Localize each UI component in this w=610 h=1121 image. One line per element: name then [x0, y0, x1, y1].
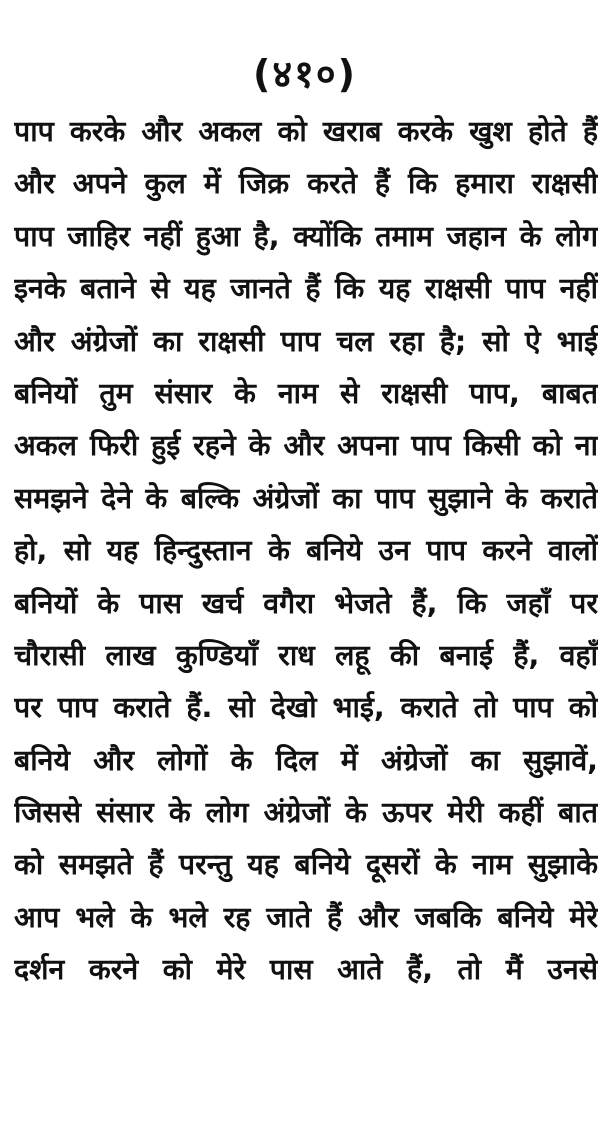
text-line: इनके बताने से यह जानते हैं कि यह राक्षसी पाप नहीं	[14, 272, 598, 306]
text-line: पर पाप कराते हैं. सो देखो भाई, कराते तो पाप को	[14, 691, 598, 725]
text-line: पाप करके और अकल को खराब करके खुश होते हैं	[14, 115, 598, 148]
text-line: बनियों तुम संसार के नाम से राक्षसी पाप, बाबत	[14, 376, 598, 410]
text-line: जिससे संसार के लोग अंग्रेजों के ऊपर मेरी कहीं बात	[14, 796, 598, 830]
body-text	[14, 106, 598, 997]
text-line: अकल फिरी हुई रहने के और अपना पाप किसी को ना	[14, 429, 598, 463]
text-line: पाप जाहिर नहीं हुआ है, क्योंकि तमाम जहान के लोग	[14, 219, 598, 253]
text-line: और अपने कुल में जिक्र करते हैं कि हमारा राक्षसी	[14, 167, 598, 201]
text-line: आप भले के भले रह जाते हैं और जबकि बनिये मेरे	[14, 900, 598, 934]
text-line: को समझते हैं परन्तु यह बनिये दूसरों के नाम सुझाके	[14, 848, 598, 882]
text-line: हो, सो यह हिन्दुस्तान के बनिये उन पाप करने वालों	[14, 534, 598, 568]
text-line: चौरासी लाख कुण्डियाँ राध लहू की बनाई हैं, वहाँ	[14, 638, 598, 672]
text-line: और अंग्रेजों का राक्षसी पाप चल रहा है; सो ऐ भाई	[14, 324, 598, 358]
page-number: (४१०)	[252, 52, 357, 96]
text-line: दर्शन करने को मेरे पास आते हैं, तो मैं उनसे	[14, 953, 598, 987]
text-line: बनियों के पास खर्च वगैरा भेजते हैं, कि जहाँ पर	[14, 586, 598, 620]
text-line: समझने देने के बल्कि अंग्रेजों का पाप सुझाने के कराते	[14, 481, 598, 515]
text-line: बनिये और लोगों के दिल में अंग्रेजों का सुझावें,	[14, 743, 598, 777]
